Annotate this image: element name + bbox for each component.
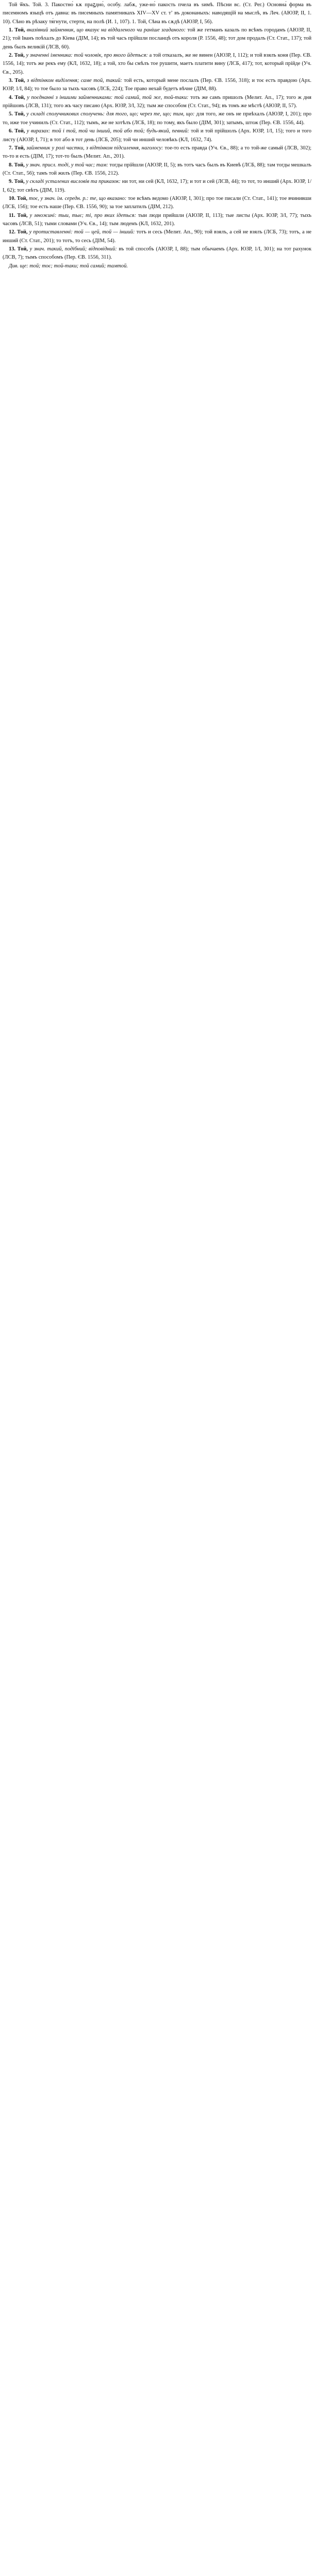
entry-num: 8. bbox=[9, 162, 13, 168]
entry-head: Той, bbox=[16, 195, 28, 201]
entry-head: Той, bbox=[14, 162, 25, 168]
entry-head: Той, bbox=[17, 246, 28, 252]
entry-gloss: у складі усталених висловів та приказок: bbox=[26, 179, 121, 185]
entry-text: тогды прійшли (АЮЗР, II, 5); въ тотъ часъ былъ въ Киевѣ (ЛСБ, 88); там тогды мешкалъ (Ст. Стат., 56); тамъ той жилъ (Пер. ЄВ. 1556, 212). bbox=[3, 162, 311, 176]
entry-head: Той, bbox=[14, 94, 25, 100]
entry-gloss: тоє, у знач. ім. середн. р.: те, що вказано: bbox=[28, 195, 127, 201]
entry-gloss: у знач. присл. тоді, у той час; там: bbox=[26, 162, 108, 168]
entry-gloss: займенник у ролі частки, з відтінком підсилення, наголосу: bbox=[26, 145, 163, 151]
dictionary-entry-paragraph bbox=[3, 178, 311, 195]
entry-gloss: у значенні іменника: той чоловік, про якого йдеться: bbox=[26, 53, 148, 59]
entry-text: тое всѣмъ ведомо (АЮЗР, I, 301); про тое писали (Ст. Стат., 141); тое вчинивши (ЛСБ, 156); тое есть наше (Пер. ЄВ. 1556, 90); за тое заплатилъ (ДІМ, 212). bbox=[3, 195, 311, 210]
entry-head: Той, bbox=[14, 78, 25, 84]
entry-text: тое-то есть правда (Уч. Єв., 88); а то той-же самый (ЛСВ, 302); то-то и есть (ДІМ, 17); тот-то былъ (Мелит. Ап., 201). bbox=[3, 145, 311, 160]
dictionary-entry-paragraph bbox=[3, 127, 311, 144]
entry-num: 5. bbox=[9, 111, 13, 117]
entry-head: Той, bbox=[17, 229, 28, 235]
entry-num: 11. bbox=[9, 212, 15, 218]
entry-head: Той, bbox=[14, 27, 25, 33]
entry-num: 1. bbox=[9, 27, 13, 33]
document-page bbox=[0, 0, 314, 270]
entry-text: той и той прійшолъ (Арх. ЮЗР, 1/І, 15); того и того листу (АЮЗР, I, 71); в тот або в тот день (ЛСБ, 205); той чи инший человѣкъ (КЛ, 1632, 74). bbox=[3, 128, 312, 143]
entry-num: 10. bbox=[9, 195, 15, 201]
entry-num: 6. bbox=[9, 128, 13, 134]
dictionary-entry-paragraph bbox=[3, 245, 311, 262]
entry-text: въ той способъ (АЮЗР, I, 88); тым обычаемъ (Арх. ЮЗР, 1/І, 301); на тот рахунок (ЛСВ, 7); тымъ способомъ (Пер. ЄВ. 1556, 311). bbox=[3, 246, 311, 261]
entry-num: 7. bbox=[9, 145, 13, 151]
entry-head: Той, bbox=[17, 212, 28, 218]
entry-head: Той, bbox=[14, 128, 25, 134]
entry-num: 13. bbox=[9, 246, 15, 252]
entry-num: 4. bbox=[9, 94, 13, 100]
entry-num: 9. bbox=[9, 179, 13, 185]
dictionary-entry-paragraph bbox=[3, 26, 311, 52]
dictionary-entry-paragraph bbox=[3, 228, 311, 245]
dictionary-entry-paragraph bbox=[3, 110, 311, 127]
dictionary-entry-paragraph bbox=[3, 262, 311, 270]
entry-gloss: вказівний займенник, що вказує на віддаленого чи раніше згаданого: bbox=[26, 27, 186, 33]
dictionary-entry-paragraph bbox=[3, 94, 311, 111]
entry-text: тотъ и сесь (Мелит. Ап., 90); той взялъ, а сей не взялъ (ЛСБ, 73); тотъ, а не инший (Ст. Стат., 201); то тотъ, то сесь (ДІМ, 54). bbox=[3, 229, 311, 244]
dictionary-entry-paragraph bbox=[3, 52, 311, 77]
entry-num: 3. bbox=[9, 78, 13, 84]
entry-gloss: у виразах: той і той, той чи інший, той або той; будь-який, певний: bbox=[26, 128, 189, 134]
entry-text: для того, же онъ не приѣхалъ (АЮЗР, I, 201); про то, иже тое учинилъ (Ст. Стат., 112); тымъ, же не хотѣлъ (ЛСБ, 18); по тому, якъ было (ДІМ, 301); затымъ, штож (Пер. ЄВ. 1556, 44). bbox=[3, 111, 311, 126]
dictionary-entry-paragraph bbox=[3, 77, 311, 94]
entry-gloss: у знач. такий, подібний; відповідний: bbox=[29, 246, 117, 252]
entry-tail: Див. ще: той; тоє; той-таки; той самий; тамтой. bbox=[9, 263, 128, 269]
entry-text: той есть, который мене послалъ (Пер. ЄВ. 1556, 318); и тоє естъ правдою (Арх. ЮЗР, 1/І, 84); то тое было за тыхъ часовъ (ЛСБ, 224); Тое право нехай будетъ вѣчне (ДІМ, 88). bbox=[3, 78, 311, 92]
entry-head: Той, bbox=[14, 111, 25, 117]
entry-gloss: у множині: тыи, тыє; ті, про яких ідеться: bbox=[29, 212, 136, 218]
entry-text: тоть же самъ пришолъ (Мелит. Ап., 17); того ж дня прійшовъ (ЛСВ, 131); того жъ часу писано (Арх. ЮЗР, 3/І, 32); тым же способом (Ст. Стат., 94); въ томъ же мѣстѣ (АЮЗР, II, 57). bbox=[3, 94, 311, 109]
dictionary-entry-paragraph bbox=[3, 212, 311, 229]
dictionary-entry-paragraph bbox=[3, 195, 311, 212]
entry-text: тыи люди прийшли (АЮЗР, II, 113); тые листы (Арх. ЮЗР, 3/І, 77); тыхъ часовъ (ЛСВ, 51); тыми словами (Уч. Єв., 14); тым людемъ (КЛ, 1632, 201). bbox=[3, 212, 311, 227]
entry-num: 2. bbox=[9, 53, 13, 59]
entry-text: а той отказалъ, же не винен (АЮЗР, I, 112); и той взялъ коня (Пер. ЄВ. 1556, 14); тотъ же рекъ ему (КЛ, 1632, 18); а той, хто бы смѣлъ тое рушити, маетъ платити вину (ЛСБ, 417); тот, который прійде (Уч. Єв., 205). bbox=[3, 53, 311, 75]
entry-gloss: у поєднанні з іншими займенниками: той самий, той же, той-таки: bbox=[27, 94, 189, 100]
dictionary-entry-paragraph bbox=[3, 1, 311, 26]
entry-gloss: у складі сполучникових сполучень: для того, що; через те, що; тим, що: bbox=[26, 111, 195, 117]
entry-text: той же гетманъ казалъ по всѣмъ городамъ (АЮЗР, II, 21); той Іванъ поѣхалъ до Кіева (ДІМ, 14); въ той часъ прійшли посланцѣ отъ короля (Р. 1556, 48); тот дом продалъ (Ст. Стат., 137); той день былъ великій (ЛСВ, 60). bbox=[3, 27, 311, 50]
entry-gloss: з відтінком виділення; саме той, такий: bbox=[27, 78, 122, 84]
entry-head: Той, bbox=[14, 53, 25, 59]
dictionary-entry-paragraph bbox=[3, 144, 311, 161]
entry-text: Той ѿкъ. Той. 3. Пакостно́ кѫ праꙁдно́, особу. лабѫ, уже-но́ пакость пчела въ ѕимѣ. Пѣсни вс. (Ст. Рег.) Основна́ форма въ писемномъ языцѣ отъ давна: въ писемныхъ памятникахъ XIV—XV ст. тʼ въ доконаныхъ: наводящїй на мыслѣ, въ Леч. (АЮЗР, II, 1. 10). Сѣно въ рѣзаку тя́гнути, стерти, на полѣ (И. 1, 107). 1. Той, Сѣна въ сѫдѣ (АЮЗР, I, 56). bbox=[3, 2, 311, 25]
entry-head: Той, bbox=[14, 179, 25, 185]
dictionary-entry-paragraph bbox=[3, 161, 311, 178]
entry-head: Той, bbox=[14, 145, 25, 151]
entry-num: 12. bbox=[9, 229, 15, 235]
entry-text: ни тот, ни сей (КЛ, 1632, 17); и тот и сей (ЛСВ, 44); то тот, то инший (Арх. ЮЗР, 1/І, 62); тот свѣтъ (ДІМ, 119). bbox=[3, 179, 311, 193]
entry-gloss: у протиставленні: той — цей, той — інший: bbox=[29, 229, 135, 235]
